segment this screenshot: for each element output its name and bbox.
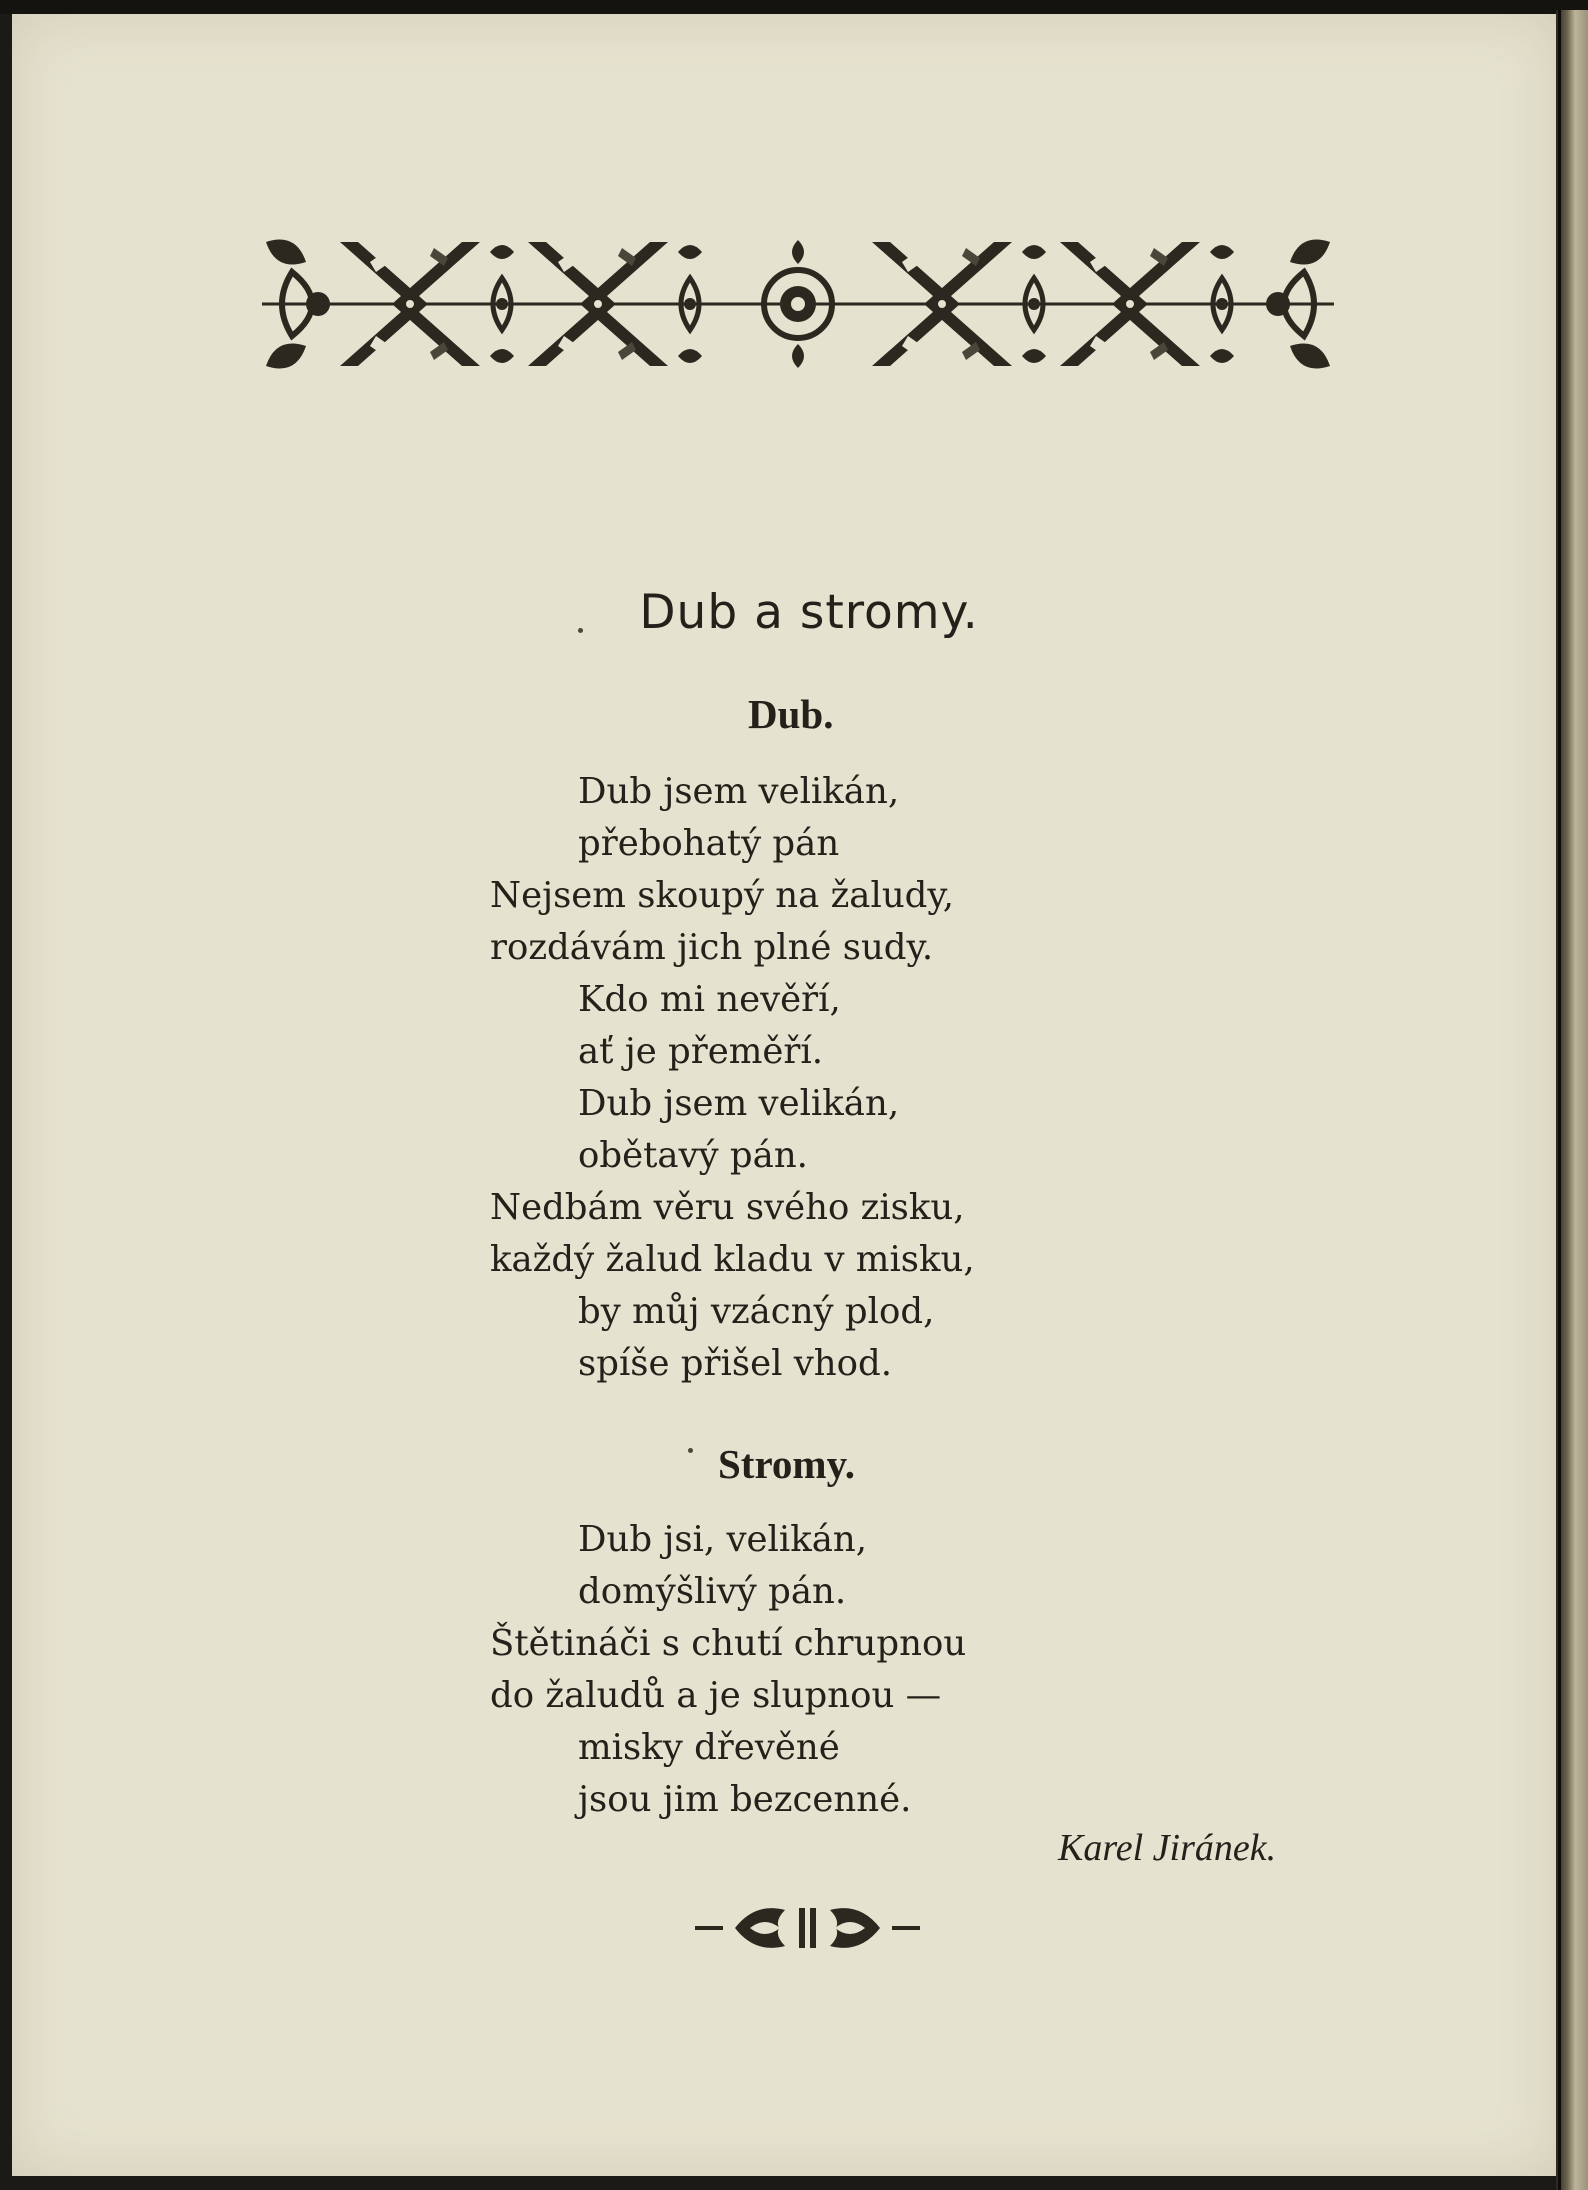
ink-speck <box>688 1448 693 1453</box>
verse-line: každý žalud kladu v misku, <box>490 1239 975 1280</box>
verse-line: Dub jsem velikán, <box>578 1083 900 1124</box>
page-title: Dub a stromy. <box>639 585 979 640</box>
verse-line: rozdávám jich plné sudy. <box>490 927 934 968</box>
ink-speck <box>578 628 583 633</box>
section-heading-dub: Dub. <box>748 691 834 737</box>
verse-line: obětavý pán. <box>578 1135 808 1176</box>
verse-line: Dub jsem velikán, <box>578 771 900 812</box>
book-gutter <box>1558 10 1561 2190</box>
verse-line: misky dřevěné <box>578 1727 840 1768</box>
scan-top-edge <box>0 0 1588 14</box>
verse-line: Štětináči s chutí chrupnou <box>490 1623 967 1664</box>
decorative-border-ornament-icon <box>262 222 1334 386</box>
tailpiece-ornament-icon <box>695 1898 920 1958</box>
verse-line: Dub jsi, velikán, <box>578 1519 868 1560</box>
verse-line: přebohatý pán <box>578 823 840 864</box>
verse-line: Kdo mi nevěří, <box>578 979 841 1020</box>
verse-line: spíše přišel vhod. <box>578 1343 893 1384</box>
verse-line: Nejsem skoupý na žaludy, <box>490 875 955 916</box>
verse-line: domýšlivý pán. <box>578 1571 847 1612</box>
verse-line: ať je přeměří. <box>578 1031 823 1072</box>
verse-line: jsou jim bezcenné. <box>578 1779 912 1820</box>
verse-line: Nedbám věru svého zisku, <box>490 1187 965 1228</box>
verse-line: do žaludů a je slupnou — <box>490 1675 942 1716</box>
author-signature: Karel Jiránek. <box>1058 1827 1277 1869</box>
section-heading-stromy: Stromy. <box>718 1441 856 1487</box>
verse-line: by můj vzácný plod, <box>578 1291 935 1332</box>
